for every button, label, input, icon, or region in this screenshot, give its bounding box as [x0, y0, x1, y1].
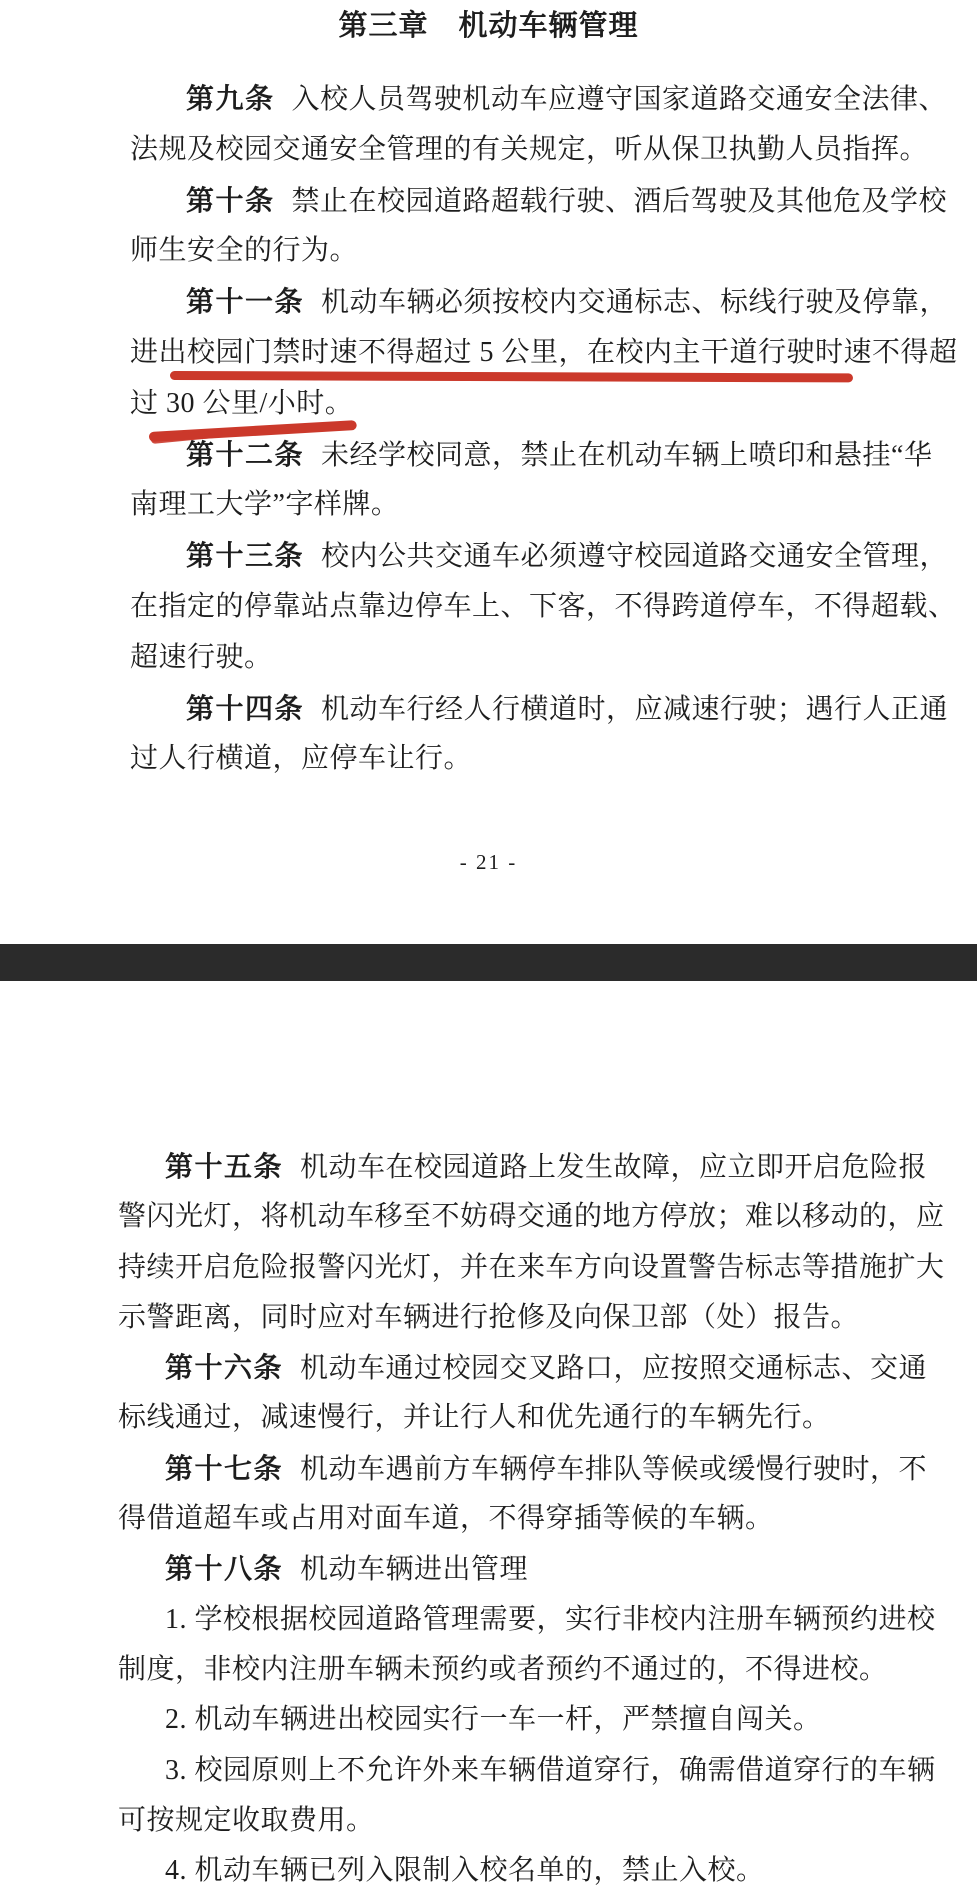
text-line: [118, 1846, 928, 1896]
line-text: 可按规定收取费用。: [118, 1804, 375, 1836]
text-line: [118, 1293, 928, 1343]
text-line: [130, 684, 949, 735]
line-text: 禁止在校园道路超载行驶、酒后驾驶及其他危及学校: [291, 185, 948, 217]
article-number: 第十四条: [186, 692, 305, 724]
line-text: 4. 机动车辆已列入限制入校名单的，禁止入校。: [165, 1855, 765, 1887]
text-line: [118, 1192, 945, 1242]
line-text: 持续开启危险报警闪光灯，并在来车方向设置警告标志等措施扩大: [118, 1251, 945, 1283]
line-text: 标线通过，减速慢行，并让行人和优先通行的车辆先行。: [118, 1402, 831, 1434]
text-line: [130, 176, 948, 227]
line-text: 3. 校园原则上不允许外来车辆借道穿行，确需借道穿行的车辆: [165, 1754, 936, 1786]
line-text: 机动车辆必须按校内交通标志、标线行驶及停靠，: [321, 287, 949, 319]
text-line: [130, 277, 949, 328]
text-line: [130, 430, 933, 481]
text-line: [130, 582, 957, 633]
text-line: [118, 1494, 928, 1544]
line-text: 南理工大学”字样牌。: [130, 489, 400, 521]
line-text: 2. 机动车辆进出校园实行一车一杆，严禁擅自闯关。: [165, 1704, 822, 1736]
line-text: 法规及校园交通安全管理的有关规定，听从保卫执勤人员指挥。: [130, 133, 929, 165]
text-line: [118, 1142, 928, 1192]
line-text: 在指定的停靠站点靠边停车上、下客，不得跨道停车，不得超载、: [130, 590, 957, 622]
line-text: 入校人员驾驶机动车应遵守国家道路交通安全法律、: [291, 84, 948, 115]
text-line: [118, 1343, 928, 1393]
article-number: 第九条: [186, 83, 275, 114]
line-text: 制度，非校内注册车辆未预约或者预约不通过的，不得进校。: [118, 1653, 888, 1685]
text-line: [130, 379, 920, 430]
page2-text-block: [118, 1142, 945, 1896]
article-number: 第十二条: [186, 438, 305, 470]
text-line: [130, 226, 920, 277]
line-text: 机动车行经人行横道时，应减速行驶；遇行人正通: [321, 693, 949, 725]
text-line: [130, 125, 929, 176]
text-line: [130, 734, 920, 785]
line-text: 得借道超车或占用对面车道，不得穿插等候的车辆。: [118, 1503, 774, 1535]
line-text: 过人行横道，应停车让行。: [130, 743, 473, 775]
article-number: 第十三条: [186, 540, 305, 572]
line-text: 超速行驶。: [130, 641, 273, 673]
text-line: [118, 1544, 928, 1594]
page-separator-band: [0, 944, 977, 981]
text-line: [130, 74, 948, 125]
text-line: [118, 1695, 928, 1745]
text-line: [118, 1243, 945, 1293]
article-number: 第十五条: [165, 1151, 284, 1182]
text-line: [118, 1796, 928, 1846]
line-text: 机动车在校园道路上发生故障，应立即开启危险报: [300, 1152, 928, 1183]
line-text: 机动车通过校园交叉路口，应按照交通标志、交通: [300, 1353, 928, 1385]
line-text: 机动车遇前方车辆停车排队等候或缓慢行驶时，不: [300, 1453, 928, 1485]
line-text: 警闪光灯，将机动车移至不妨碍交通的地方停放；难以移动的，应: [118, 1201, 945, 1233]
text-line: [118, 1645, 928, 1695]
article-number: 第十六条: [165, 1352, 284, 1384]
line-text: 过 30 公里/小时。: [130, 387, 354, 419]
text-line: [130, 531, 949, 582]
text-line: [118, 1444, 928, 1494]
line-text: 1. 学校根据校园道路管理需要，实行非校内注册车辆预约进校: [165, 1603, 936, 1635]
text-line: [118, 1595, 936, 1645]
page-number: - 21 -: [459, 850, 518, 874]
line-text: 进出校园门禁时速不得超过 5 公里，在校内主干道行驶时速不得超: [130, 336, 958, 368]
text-line: [130, 480, 920, 531]
article-number: 第十一条: [186, 286, 305, 318]
article-number: 第十七条: [165, 1452, 284, 1484]
line-text: 未经学校同意，禁止在机动车辆上喷印和悬挂“华: [321, 439, 933, 471]
text-line: [130, 633, 920, 684]
line-text: 师生安全的行为。: [130, 235, 359, 267]
line-text: 校内公共交通车必须遵守校园道路交通安全管理，: [321, 541, 949, 573]
line-text: 机动车辆进出管理: [300, 1554, 529, 1586]
text-line: [118, 1746, 936, 1796]
article-number: 第十条: [186, 184, 275, 216]
article-number: 第十八条: [165, 1553, 284, 1585]
line-text: 示警距离，同时应对车辆进行抢修及向保卫部（处）报告。: [118, 1301, 860, 1333]
chapter-title: 第三章 机动车辆管理: [338, 10, 639, 42]
text-line: [118, 1393, 928, 1443]
